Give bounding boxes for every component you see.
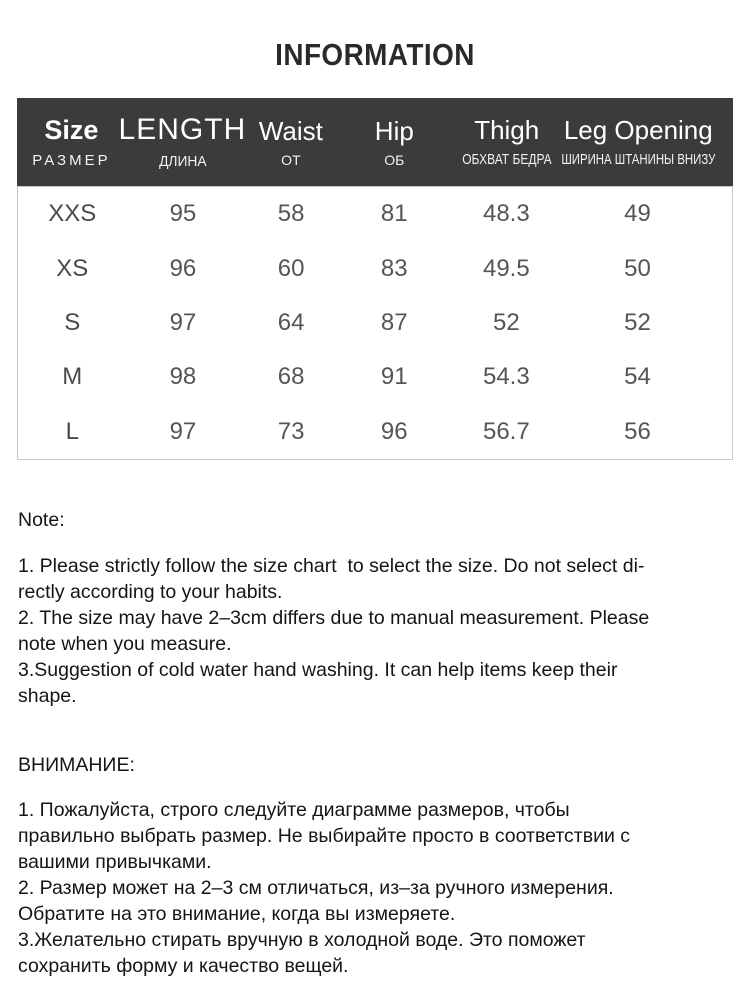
header-leg-opening-ru: ШИРИНА ШТАНИНЫ ВНИЗУ — [561, 151, 716, 168]
value-cell: 58 — [277, 200, 305, 228]
table-row — [18, 241, 732, 295]
page-title: INFORMATION — [275, 37, 475, 72]
header-size-en: Size — [44, 114, 99, 145]
value-cell: 98 — [169, 363, 197, 391]
text-line: 1. Please strictly follow the size chart to select the size. Do not select di- — [18, 554, 645, 577]
header-cell-leg-opening — [561, 98, 733, 186]
value-cell: 54.3 — [482, 363, 530, 391]
table-row — [18, 350, 732, 404]
table-row — [18, 296, 732, 350]
text-line: 1. Пожалуйста, строго следуйте диаграмме размеров, чтобы — [18, 798, 570, 821]
value-cell: 49.5 — [482, 254, 530, 282]
value-cell: 64 — [277, 308, 305, 336]
text-line: 2. The size may have 2–3cm differs due to manual measurement. Please — [18, 606, 650, 629]
text-line: Обратите на это внимание, когда вы измеряете. — [18, 902, 456, 925]
header-cell-length — [118, 98, 247, 186]
text-line: note when you measure. — [18, 632, 232, 655]
header-cell-waist — [239, 98, 343, 186]
header-size-ru: РАЗМЕР — [32, 151, 111, 169]
value-cell: 54 — [624, 363, 651, 391]
value-cell: 97 — [169, 308, 197, 336]
value-cell: 73 — [277, 417, 305, 445]
value-cell: 49 — [624, 200, 651, 228]
note-section — [18, 507, 734, 709]
header-cell-hip — [343, 98, 446, 186]
value-cell: 52 — [492, 308, 520, 336]
header-leg-opening-en: Leg Opening — [563, 115, 713, 145]
value-cell: 52 — [624, 308, 651, 336]
text-line: 3.Suggestion of cold water hand washing. It can help items keep their — [18, 658, 618, 681]
note-heading: Note: — [18, 508, 65, 531]
attention-heading: ВНИМАНИЕ: — [18, 753, 135, 776]
value-cell: 48.3 — [482, 200, 530, 228]
header-hip-en: Hip — [374, 115, 414, 146]
value-cell: 95 — [169, 200, 197, 228]
value-cell: 56 — [624, 417, 651, 445]
size-cell: XS — [56, 254, 89, 282]
value-cell: 87 — [380, 308, 408, 336]
value-cell: 68 — [277, 363, 305, 391]
size-table-header — [17, 98, 733, 186]
attention-section — [18, 752, 734, 979]
text-line: shape. — [18, 684, 77, 707]
value-cell: 83 — [380, 254, 408, 282]
value-cell: 81 — [380, 200, 408, 228]
table-row — [18, 405, 732, 459]
header-cell-thigh — [446, 98, 568, 186]
value-cell: 97 — [169, 417, 197, 445]
size-cell: M — [62, 363, 83, 391]
header-hip-ru: ОБ — [384, 151, 405, 168]
value-cell: 96 — [169, 254, 197, 282]
note-lines — [18, 553, 734, 709]
size-cell: L — [65, 417, 79, 445]
size-table — [17, 98, 733, 460]
size-table-body — [17, 186, 733, 460]
header-cell-size — [17, 98, 126, 186]
table-row — [18, 187, 732, 241]
attention-lines — [18, 797, 734, 979]
header-waist-en: Waist — [258, 115, 323, 146]
header-length-ru: ДЛИНА — [158, 153, 207, 170]
text-line: правильно выбрать размер. Не выбирайте просто в соответствии с — [18, 824, 631, 847]
value-cell: 56.7 — [482, 417, 530, 445]
header-thigh-ru: ОБХВАТ БЕДРА — [461, 151, 552, 168]
text-line: rectly according to your habits. — [18, 580, 283, 603]
size-cell: S — [64, 308, 81, 336]
text-line: вашими привычками. — [18, 850, 212, 873]
text-line: сохранить форму и качество вещей. — [18, 954, 349, 977]
header-length-en: LENGTH — [118, 113, 247, 146]
text-line: 2. Размер может на 2–3 см отличаться, из–за ручного измерения. — [18, 876, 614, 899]
value-cell: 50 — [624, 254, 651, 282]
size-cell: XXS — [48, 200, 97, 228]
text-line: 3.Желательно стирать вручную в холодной воде. Это поможет — [18, 928, 586, 951]
header-waist-ru: ОТ — [281, 151, 301, 168]
header-thigh-en: Thigh — [474, 115, 540, 145]
value-cell: 91 — [380, 363, 408, 391]
value-cell: 96 — [380, 417, 408, 445]
value-cell: 60 — [277, 254, 305, 282]
